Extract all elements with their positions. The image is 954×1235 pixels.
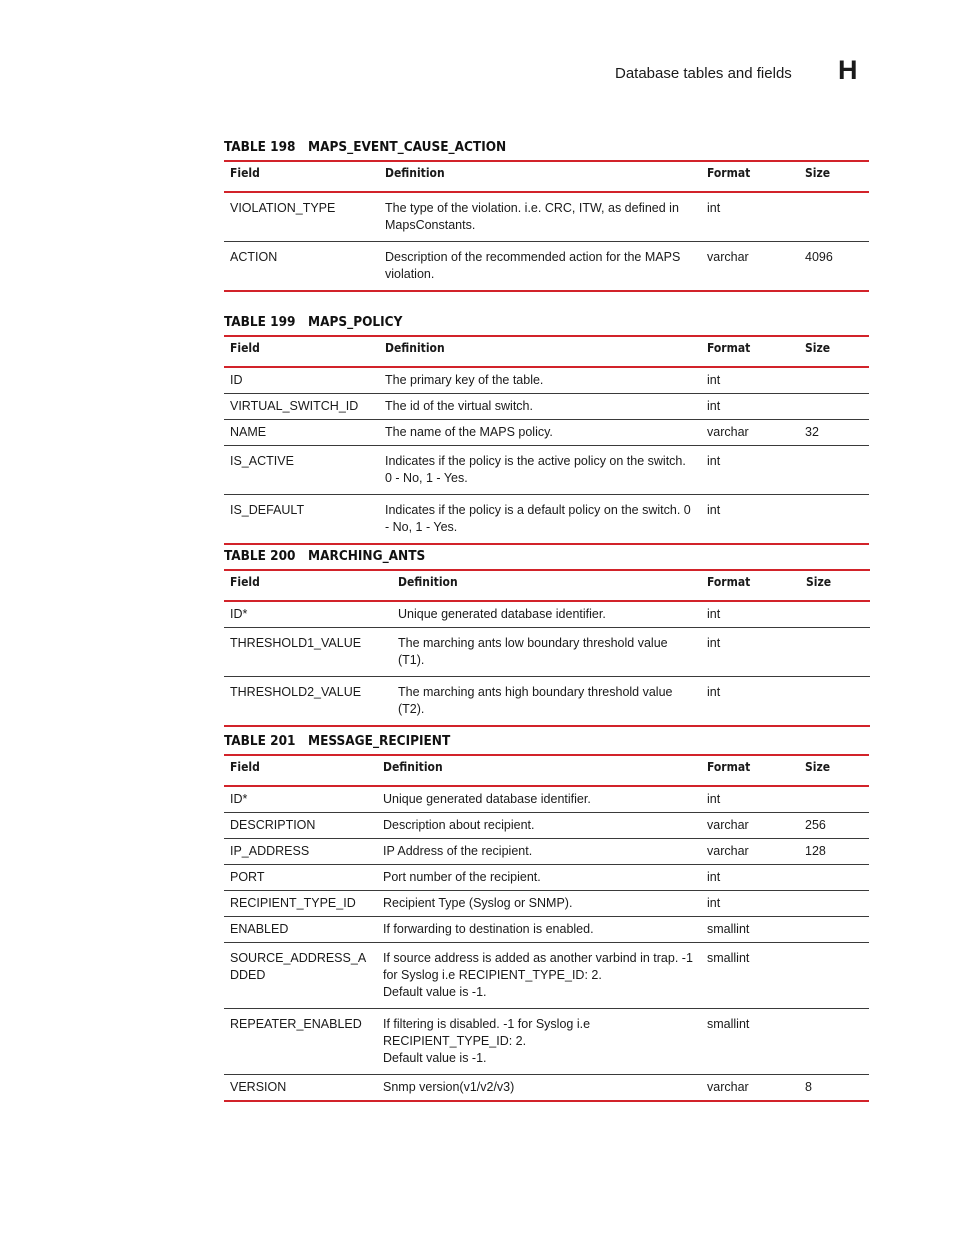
- table-name: MARCHING_ANTS: [308, 548, 426, 564]
- definition-cell: The marching ants high boundary threshold value (T2).: [398, 685, 673, 716]
- size-cell: 256: [805, 818, 826, 832]
- column-header: Format: [707, 166, 751, 180]
- field-cell: IS_DEFAULT: [230, 503, 305, 517]
- field-cell: ENABLED: [230, 922, 289, 936]
- table-row: [224, 917, 869, 943]
- size-cell: 32: [805, 425, 819, 439]
- column-header: Format: [707, 760, 751, 774]
- table-row: [224, 1009, 869, 1075]
- format-cell: varchar: [707, 844, 749, 858]
- field-cell: VIOLATION_TYPE: [230, 201, 336, 215]
- column-header: Field: [230, 341, 260, 355]
- format-cell: int: [707, 503, 721, 517]
- field-cell: ID*: [230, 792, 248, 806]
- definition-cell: [377, 943, 701, 1009]
- table-name: MAPS_POLICY: [308, 314, 403, 330]
- column-header: Size: [806, 575, 832, 589]
- format-cell: int: [707, 685, 721, 699]
- definition-cell: If forwarding to destination is enabled.: [383, 922, 594, 936]
- field-cell: VIRTUAL_SWITCH_ID: [230, 399, 359, 413]
- table-row: [224, 192, 869, 242]
- table-header-row: [224, 161, 869, 192]
- definition-cell: The marching ants low boundary threshold value (T1).: [398, 636, 668, 667]
- table-header-row: [224, 755, 869, 786]
- table-number: TABLE 200: [224, 548, 296, 564]
- format-cell: int: [707, 896, 721, 910]
- table-row: [224, 677, 870, 727]
- format-cell: varchar: [707, 1080, 749, 1094]
- table-row: [224, 495, 869, 545]
- size-cell: [800, 677, 870, 727]
- size-cell: [799, 446, 869, 495]
- table-header-row: [224, 570, 870, 601]
- table-row: [224, 628, 870, 677]
- table-row: [224, 813, 869, 839]
- table-header-row: [224, 336, 869, 367]
- definition-cell: Port number of the recipient.: [383, 870, 541, 884]
- table-row: [224, 839, 869, 865]
- definition-cell: Description of the recommended action for the MAPS violation.: [385, 250, 681, 281]
- definition-cell: Indicates if the policy is the active policy on the switch. 0 - No, 1 - Yes.: [385, 454, 686, 485]
- format-cell: int: [707, 792, 721, 806]
- table-number: TABLE 201: [224, 733, 296, 749]
- size-cell: [799, 891, 869, 917]
- column-header: Definition: [385, 341, 445, 355]
- table-row: [224, 865, 869, 891]
- field-cell: DESCRIPTION: [230, 818, 316, 832]
- format-cell: smallint: [707, 1017, 750, 1031]
- table-row: [224, 420, 869, 446]
- table-201: [224, 754, 869, 1102]
- format-cell: smallint: [707, 951, 750, 965]
- table-199-caption: [224, 314, 402, 330]
- definition-cell: IP Address of the recipient.: [383, 844, 533, 858]
- table-name: MAPS_EVENT_CAUSE_ACTION: [308, 139, 507, 155]
- definition-cell: The type of the violation. i.e. CRC, ITW, as defined in MapsConstants.: [385, 201, 679, 232]
- column-header: Format: [707, 575, 751, 589]
- appendix-letter: H: [838, 55, 858, 85]
- format-cell: int: [707, 607, 721, 621]
- table-row: [224, 943, 869, 1009]
- definition-cell: Snmp version(v1/v2/v3): [383, 1080, 515, 1094]
- field-cell: PORT: [230, 870, 265, 884]
- field-cell: NAME: [230, 425, 267, 439]
- table-row: [224, 891, 869, 917]
- size-cell: [799, 192, 869, 242]
- size-cell: [799, 786, 869, 813]
- definition-note: Default value is -1.: [383, 985, 487, 999]
- column-header: Field: [230, 760, 260, 774]
- column-header: Size: [805, 760, 831, 774]
- table-row: [224, 242, 869, 292]
- definition-cell: The primary key of the table.: [385, 373, 544, 387]
- field-cell: IS_ACTIVE: [230, 454, 294, 468]
- table-row: [224, 367, 869, 394]
- format-cell: int: [707, 201, 721, 215]
- format-cell: varchar: [707, 425, 749, 439]
- definition-text: If filtering is disabled. -1 for Syslog i.e RECIPIENT_TYPE_ID: 2.: [383, 1017, 591, 1048]
- format-cell: smallint: [707, 922, 750, 936]
- definition-cell: Unique generated database identifier.: [383, 792, 591, 806]
- format-cell: int: [707, 373, 721, 387]
- size-cell: [799, 495, 869, 545]
- format-cell: varchar: [707, 818, 749, 832]
- column-header: Size: [805, 166, 831, 180]
- size-cell: 128: [805, 844, 826, 858]
- definition-cell: Indicates if the policy is a default policy on the switch. 0 - No, 1 - Yes.: [385, 503, 691, 534]
- field-cell: ACTION: [230, 250, 278, 264]
- format-cell: int: [707, 636, 721, 650]
- table-200-caption: [224, 548, 425, 564]
- column-header: Definition: [385, 166, 445, 180]
- table-row: [224, 786, 869, 813]
- field-cell: ID: [230, 373, 243, 387]
- table-row: [224, 446, 869, 495]
- definition-cell: Unique generated database identifier.: [398, 607, 606, 621]
- column-header: Definition: [383, 760, 443, 774]
- definition-cell: The name of the MAPS policy.: [385, 425, 553, 439]
- size-cell: [799, 943, 869, 1009]
- table-198: [224, 160, 869, 292]
- field-cell: REPEATER_ENABLED: [230, 1017, 362, 1031]
- table-199: [224, 335, 869, 545]
- format-cell: varchar: [707, 250, 749, 264]
- size-cell: [799, 917, 869, 943]
- definition-cell: Description about recipient.: [383, 818, 535, 832]
- format-cell: int: [707, 399, 721, 413]
- size-cell: 4096: [805, 250, 833, 264]
- format-cell: int: [707, 870, 721, 884]
- table-number: TABLE 198: [224, 139, 296, 155]
- definition-note: Default value is -1.: [383, 1051, 487, 1065]
- field-cell: THRESHOLD1_VALUE: [230, 636, 362, 650]
- column-header: Field: [230, 575, 260, 589]
- column-header: Definition: [398, 575, 458, 589]
- definition-text: If source address is added as another varbind in trap. -1 for Syslog i.e RECIPIENT_TYPE_ID: 2.: [383, 951, 693, 982]
- size-cell: 8: [805, 1080, 812, 1094]
- definition-cell: Recipient Type (Syslog or SNMP).: [383, 896, 573, 910]
- table-200: [224, 569, 870, 727]
- field-cell: SOURCE_ADDRESS_ADDED: [230, 951, 367, 982]
- table-number: TABLE 199: [224, 314, 296, 330]
- format-cell: int: [707, 454, 721, 468]
- size-cell: [799, 367, 869, 394]
- field-cell: ID*: [230, 607, 248, 621]
- size-cell: [800, 601, 870, 628]
- table-201-caption: [224, 733, 450, 749]
- column-header: Size: [805, 341, 831, 355]
- table-row: [224, 601, 870, 628]
- column-header: Format: [707, 341, 751, 355]
- size-cell: [800, 628, 870, 677]
- field-cell: THRESHOLD2_VALUE: [230, 685, 362, 699]
- field-cell: IP_ADDRESS: [230, 844, 310, 858]
- definition-cell: The id of the virtual switch.: [385, 399, 533, 413]
- definition-cell: [377, 1009, 701, 1075]
- size-cell: [799, 394, 869, 420]
- table-row: [224, 394, 869, 420]
- table-row: [224, 1075, 869, 1102]
- field-cell: VERSION: [230, 1080, 287, 1094]
- page-header-title: Database tables and fields: [615, 65, 792, 82]
- size-cell: [799, 1009, 869, 1075]
- column-header: Field: [230, 166, 260, 180]
- table-198-caption: [224, 139, 506, 155]
- field-cell: RECIPIENT_TYPE_ID: [230, 896, 356, 910]
- size-cell: [799, 865, 869, 891]
- table-name: MESSAGE_RECIPIENT: [308, 733, 451, 749]
